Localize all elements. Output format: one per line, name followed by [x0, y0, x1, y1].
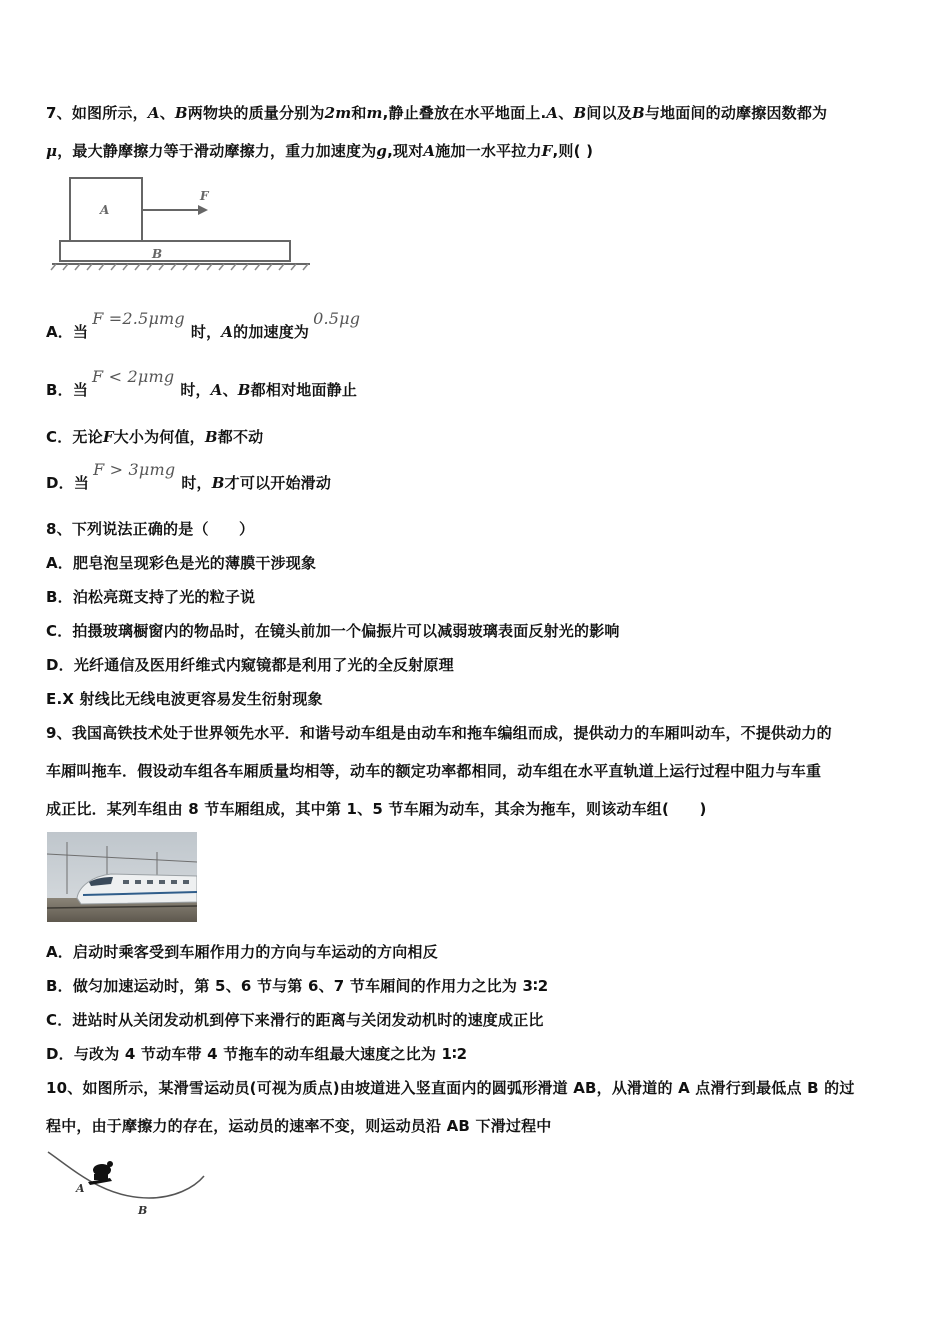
- force-arrow-head: [198, 205, 208, 215]
- train-body: [77, 874, 197, 904]
- q9-option-b: B．做匀加速运动时，第 5、6 节与第 6、7 节车厢间的作用力之比为 3∶2: [46, 977, 549, 995]
- q7-option-d: D．当F > 3μmg时，B才可以开始滑动: [46, 460, 332, 492]
- q7-stem-line-2: μ，最大静摩擦力等于滑动摩擦力，重力加速度为g,现对A施加一水平拉力F,则( ): [46, 142, 594, 160]
- q9-option-a: A．启动时乘客受到车厢作用力的方向与车运动的方向相反: [46, 943, 438, 961]
- label-b: B: [138, 1204, 148, 1217]
- formula: F =2.5μmg: [92, 309, 185, 328]
- q9-stem-line-2: 车厢叫拖车．假设动车组各车厢质量均相等，动车的额定功率都相同，动车组在水平直轨道上运行过程中阻力与车重: [46, 762, 822, 780]
- formula: F > 3μmg: [93, 460, 176, 479]
- q8-option-b: B．泊松亮斑支持了光的粒子说: [46, 588, 256, 606]
- label-a: A: [76, 1182, 85, 1195]
- q9-train-photo: [47, 832, 197, 922]
- q8-option-a: A．肥皂泡呈现彩色是光的薄膜干涉现象: [46, 554, 317, 572]
- arc-slide: [48, 1152, 204, 1198]
- q9-option-c: C．进站时从关闭发动机到停下来滑行的距离与关闭发动机时的速度成正比: [46, 1011, 544, 1029]
- label-a: A: [100, 203, 110, 217]
- q7-option-c: C．无论F大小为何值，B都不动: [46, 428, 264, 446]
- formula: F < 2μmg: [92, 367, 175, 386]
- q7-option-b: B．当F < 2μmg时，A、B都相对地面静止: [46, 367, 358, 399]
- q8-option-e: E.X 射线比无线电波更容易发生衍射现象: [46, 690, 323, 708]
- block-b: [60, 241, 290, 261]
- q7-option-a: A．当F =2.5μmg时，A的加速度为0.5μg: [46, 309, 361, 341]
- q10-slide-figure: [44, 1148, 214, 1218]
- label-b: B: [152, 247, 163, 261]
- q7-block-figure: [48, 172, 318, 272]
- q9-stem-line-1: 9、我国高铁技术处于世界领先水平．和谐号动车组是由动车和拖车编组而成，提供动力的车厢叫动车，不提供动力的: [46, 724, 832, 742]
- q9-stem-line-3: 成正比．某列车组由 8 节车厢组成，其中第 1、5 节车厢为动车，其余为拖车，则该动车组( ): [46, 800, 707, 818]
- q8-stem: 8、下列说法正确的是（ ）: [46, 520, 255, 538]
- q7-stem-line-1: 7、如图所示，A、B两物块的质量分别为2m和m,静止叠放在水平地面上.A、B间以及B与地面间的动摩擦因数都为: [46, 104, 828, 122]
- skier-icon: [88, 1161, 113, 1185]
- q10-stem-line-1: 10、如图所示，某滑雪运动员(可视为质点)由坡道进入竖直面内的圆弧形滑道 AB，从滑道的 A 点滑行到最低点 B 的过: [46, 1079, 855, 1097]
- q9-option-d: D．与改为 4 节动车带 4 节拖车的动车组最大速度之比为 1∶2: [46, 1045, 468, 1063]
- formula: 0.5μg: [313, 309, 361, 328]
- q8-option-d: D．光纤通信及医用纤维式内窥镜都是利用了光的全反射原理: [46, 656, 454, 674]
- label-f: F: [200, 189, 209, 203]
- q10-stem-line-2: 程中，由于摩擦力的存在，运动员的速率不变，则运动员沿 AB 下滑过程中: [46, 1117, 552, 1135]
- q8-option-c: C．拍摄玻璃橱窗内的物品时，在镜头前加一个偏振片可以减弱玻璃表面反射光的影响: [46, 622, 620, 640]
